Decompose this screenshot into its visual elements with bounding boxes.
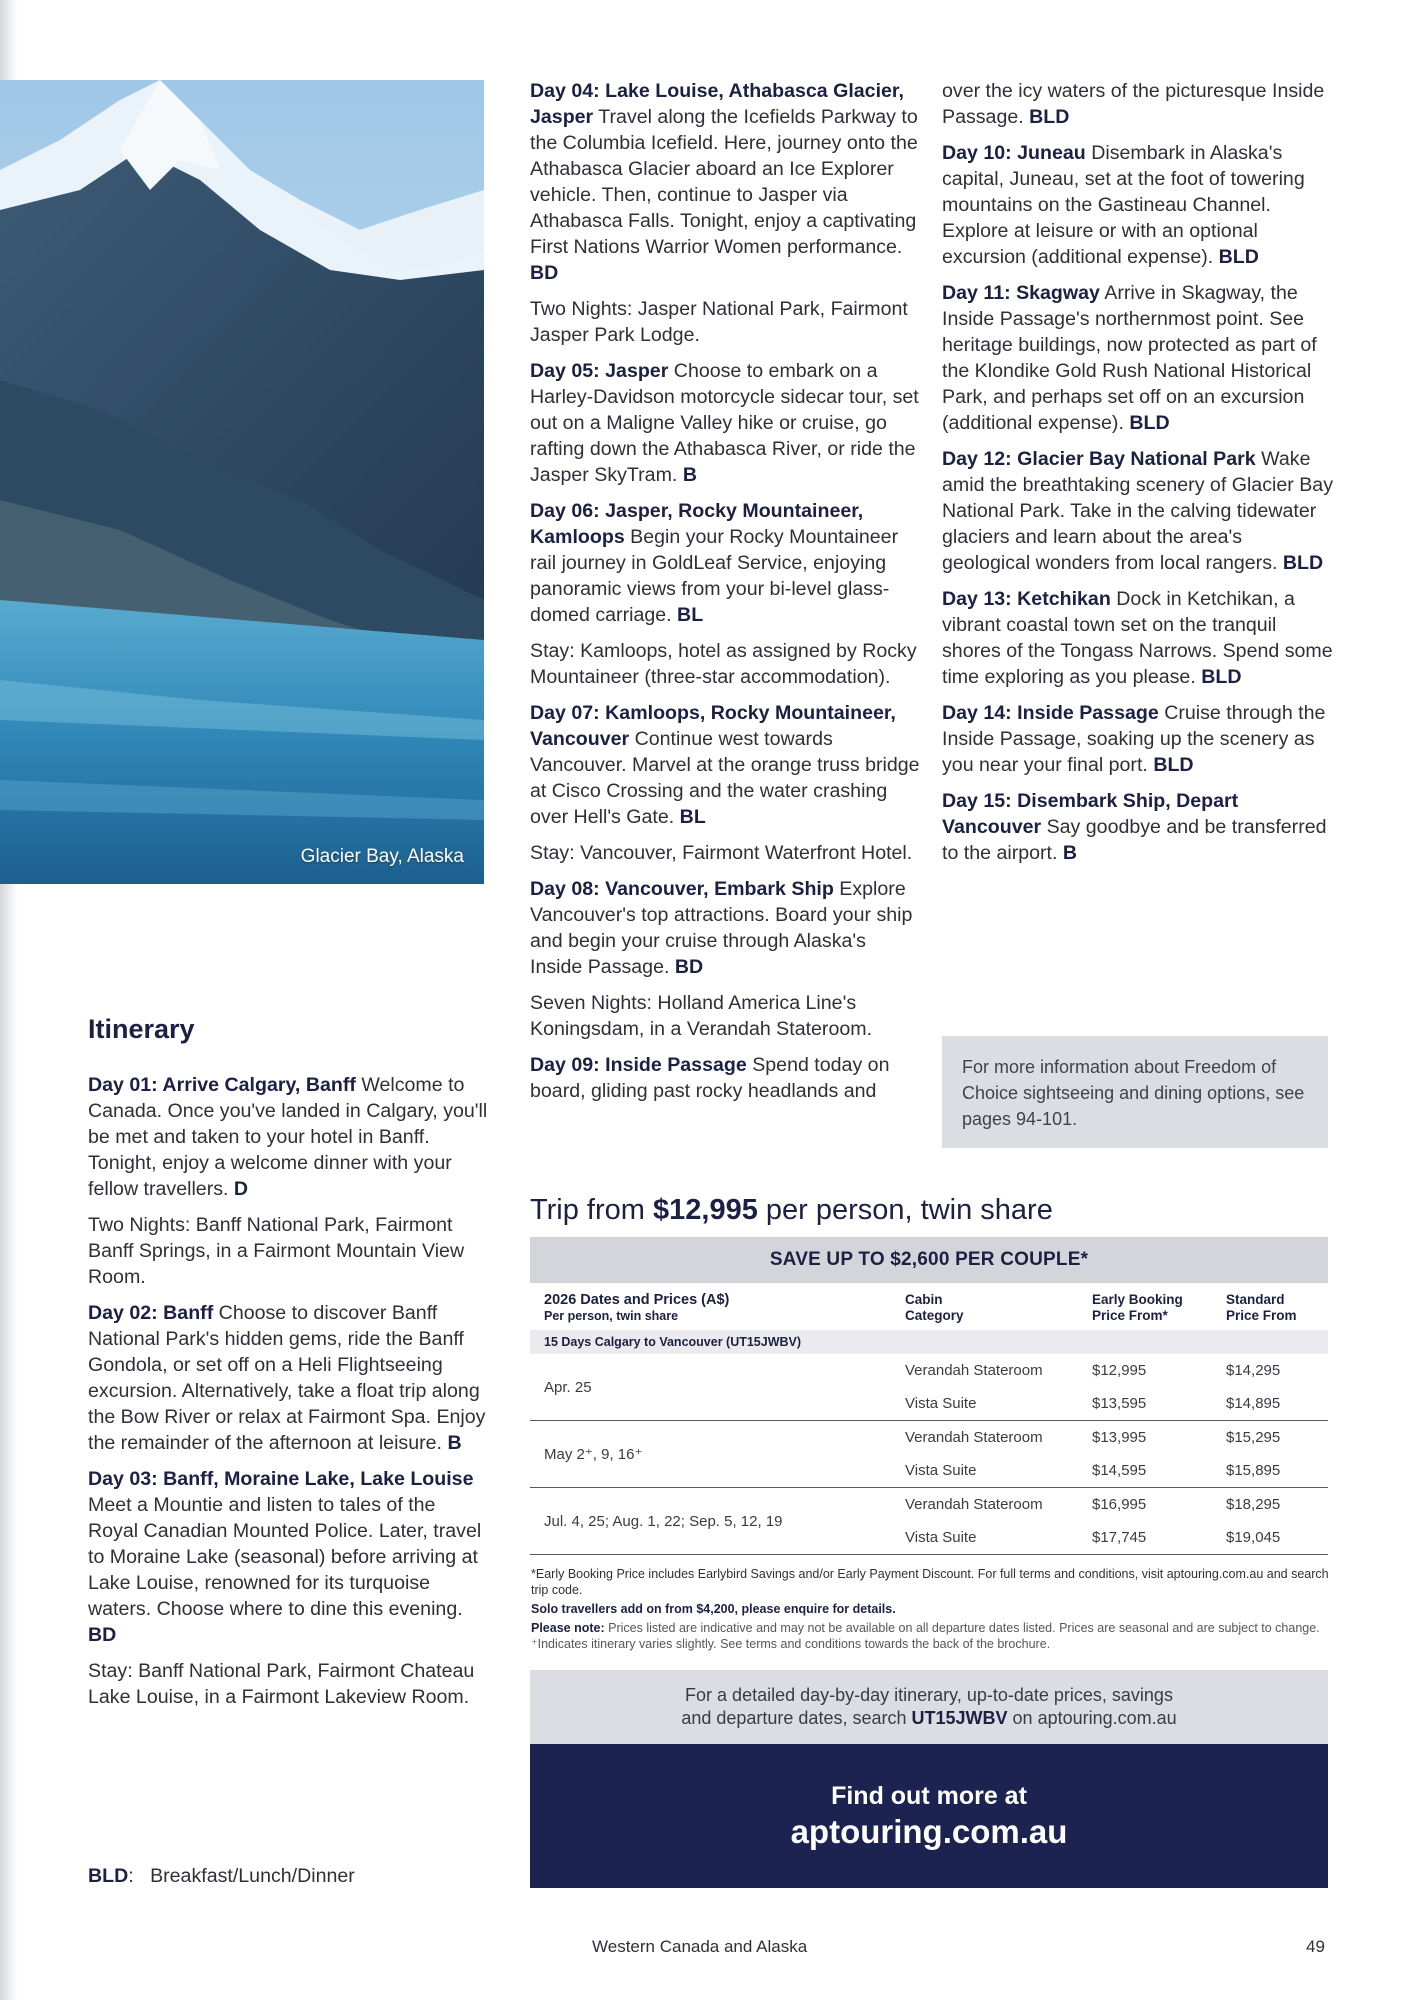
stay-entry: Stay: Banff National Park, Fairmont Chateau Lake Louise, in a Fairmont Lakeview Room. (88, 1660, 475, 1708)
day-entry: Day 04: Lake Louise, Athabasca Glacier, Jasper Travel along the Icefields Parkway to the Columbia Icefield. Here, journey onto the Athabasca Glacier aboard an Ice Explorer vehicle. Then, continue to Jasper via Athabasca Falls. Tonight, enjoy a captivating First Nations Warrior Women performance. BD (530, 80, 918, 284)
trip-code: UT15JWBV (911, 1708, 1008, 1728)
footer-section-title: Western Canada and Alaska (592, 1937, 808, 1956)
day-entry: Day 13: Ketchikan Dock in Ketchikan, a vibrant coastal town set on the tranquil shores of the Tongass Narrows. Spend some time exploring as you please. BLD (942, 588, 1333, 688)
day-entry: Day 03: Banff, Moraine Lake, Lake Louise Meet a Mountie and listen to tales of the Royal Canadian Mounted Police. Later, travel to Moraine Lake (seasonal) before arriving at Lake Louise, renowned for its turquoise waters. Choose where to dine this evening. BD (88, 1468, 482, 1646)
day-entry: Day 01: Arrive Calgary, Banff Welcome to Canada. Once you've landed in Calgary, you'll be met and taken to your hotel in Banff. Tonight, enjoy a welcome dinner with your fellow travellers. D (88, 1074, 488, 1200)
stay-entry: Two Nights: Jasper National Park, Fairmont Jasper Park Lodge. (530, 298, 908, 346)
table-header-row (530, 1286, 1328, 1330)
itinerary-heading: Itinerary (88, 1014, 195, 1044)
day-entry: Day 12: Glacier Bay National Park Wake amid the breathtaking scenery of Glacier Bay National Park. Take in the calving tidewater glaciers and learn about the area's geological wonders from local rangers. BLD (942, 448, 1333, 574)
itinerary-column-3 (942, 78, 1334, 876)
freedom-of-choice-info-box: For more information about Freedom of Choice sightseeing and dining options, see pages 94-101. (942, 1036, 1328, 1148)
day-entry-continued: over the icy waters of the picturesque Inside Passage. BLD (942, 80, 1325, 128)
table-row: Vista Suite $14,595 $15,895 (530, 1454, 1328, 1488)
table-row: May 2⁺, 9, 16⁺ Verandah Stateroom $13,995 $15,295 (530, 1421, 1328, 1455)
trip-price: $12,995 (653, 1194, 758, 1226)
glacier-bay-photo (0, 80, 484, 884)
day-entry: Day 05: Jasper Choose to embark on a Harley-Davidson motorcycle sidecar tour, set out on a Maligne Valley hike or cruise, go rafting down the Athabasca River, or ride the Jasper SkyTram. B (530, 360, 919, 486)
departure-dates: Jul. 4, 25; Aug. 1, 22; Sep. 5, 12, 19 (530, 1488, 891, 1555)
solo-note: Solo travellers add on from $4,200, please enquire for details. (531, 1602, 896, 1616)
table-row: Vista Suite $13,595 $14,895 (530, 1387, 1328, 1421)
trip-code-subheader: 15 Days Calgary to Vancouver (UT15JWBV) (530, 1330, 1328, 1354)
detail-search-bar: For a detailed day-by-day itinerary, up-to-date prices, savings and departure dates, search UT15JWBV on aptouring.com.au (530, 1670, 1328, 1744)
price-notes (531, 1566, 1331, 1655)
stay-entry: Stay: Kamloops, hotel as assigned by Rocky Mountaineer (three-star accommodation). (530, 640, 917, 688)
header-dates: 2026 Dates and Prices (A$) Per person, twin share (544, 1292, 730, 1323)
find-out-more-banner[interactable] (530, 1744, 1328, 1888)
table-row: Apr. 25 Verandah Stateroom $12,995 $14,295 (530, 1354, 1328, 1387)
stay-entry: Two Nights: Banff National Park, Fairmont Banff Springs, in a Fairmont Mountain View Room. (88, 1214, 465, 1288)
website-link[interactable]: aptouring.com.au (790, 1813, 1068, 1850)
day-entry: Day 06: Jasper, Rocky Mountaineer, Kamloops Begin your Rocky Mountaineer rail journey in GoldLeaf Service, enjoying panoramic views from your bi-level glass-domed carriage. BL (530, 500, 899, 626)
itinerary-column-1 (88, 1072, 488, 1720)
day-entry: Day 08: Vancouver, Embark Ship Explore Vancouver's top attractions. Board your ship and begin your cruise through Alaska's Inside Passage. BD (530, 878, 913, 978)
day-entry: Day 10: Juneau Disembark in Alaska's capital, Juneau, set at the foot of towering mountains on the Gastineau Channel. Explore at leisure or with an optional excursion (additional expense). BLD (942, 142, 1305, 268)
stay-entry: Stay: Vancouver, Fairmont Waterfront Hotel. (530, 842, 913, 864)
please-note: Please note: Prices listed are indicative and may not be available on all departure dates listed. Prices are seasonal and are subject to change. ⁺Indicates itinerary varies slightly. See terms and conditions towards the back of the brochure. (531, 1621, 1320, 1651)
table-row: Jul. 4, 25; Aug. 1, 22; Sep. 5, 12, 19 Verandah Stateroom $16,995 $18,295 (530, 1488, 1328, 1522)
day-entry: Day 14: Inside Passage Cruise through the Inside Passage, soaking up the scenery as you near your final port. BLD (942, 702, 1326, 776)
trip-price-heading: Trip from $12,995 per person, twin share (530, 1194, 1053, 1226)
day-entry: Day 09: Inside Passage Spend today on board, gliding past rocky headlands and (530, 1054, 890, 1102)
cta-line-1: Find out more at (831, 1782, 1027, 1810)
save-banner: SAVE UP TO $2,600 PER COUPLE* (530, 1237, 1328, 1283)
departure-dates: Apr. 25 (530, 1354, 891, 1421)
itinerary-column-2 (530, 78, 920, 1114)
table-row: Vista Suite $17,745 $19,045 (530, 1521, 1328, 1555)
header-standard: Standard Price From (1226, 1292, 1297, 1323)
early-booking-note: *Early Booking Price includes Earlybird Savings and/or Early Payment Discount. For full terms and conditions, visit aptouring.com.au and search trip code. (531, 1567, 1329, 1597)
glacier-landscape-illustration (0, 80, 484, 884)
departure-dates: May 2⁺, 9, 16⁺ (530, 1421, 891, 1488)
day-entry: Day 15: Disembark Ship, Depart Vancouver Say goodbye and be transferred to the airport. B (942, 790, 1327, 864)
header-early-booking: Early Booking Price From* (1092, 1292, 1183, 1323)
photo-caption: Glacier Bay, Alaska (300, 846, 464, 867)
meal-legend: BLD: Breakfast/Lunch/Dinner (88, 1865, 355, 1887)
day-entry: Day 07: Kamloops, Rocky Mountaineer, Vancouver Continue west towards Vancouver. Marvel at the orange truss bridge at Cisco Crossing and the water crashing over Hell's Gate. BL (530, 702, 920, 828)
day-entry: Day 02: Banff Choose to discover Banff National Park's hidden gems, ride the Banff Gondola, or set off on a Heli Flightseeing excursion. Alternatively, take a float trip along the Bow River or relax at Fairmont Spa. Enjoy the remainder of the afternoon at leisure. B (88, 1302, 486, 1454)
page-number: 49 (1306, 1937, 1325, 1956)
header-cabin: Cabin Category (905, 1292, 964, 1323)
price-table (530, 1286, 1328, 1555)
day-entry: Day 11: Skagway Arrive in Skagway, the Inside Passage's northernmost point. See heritage buildings, now protected as part of the Klondike Gold Rush National Historical Park, and perhaps set off on an excursion (additional expense). BLD (942, 282, 1317, 434)
stay-entry: Seven Nights: Holland America Line's Koningsdam, in a Verandah Stateroom. (530, 992, 873, 1040)
